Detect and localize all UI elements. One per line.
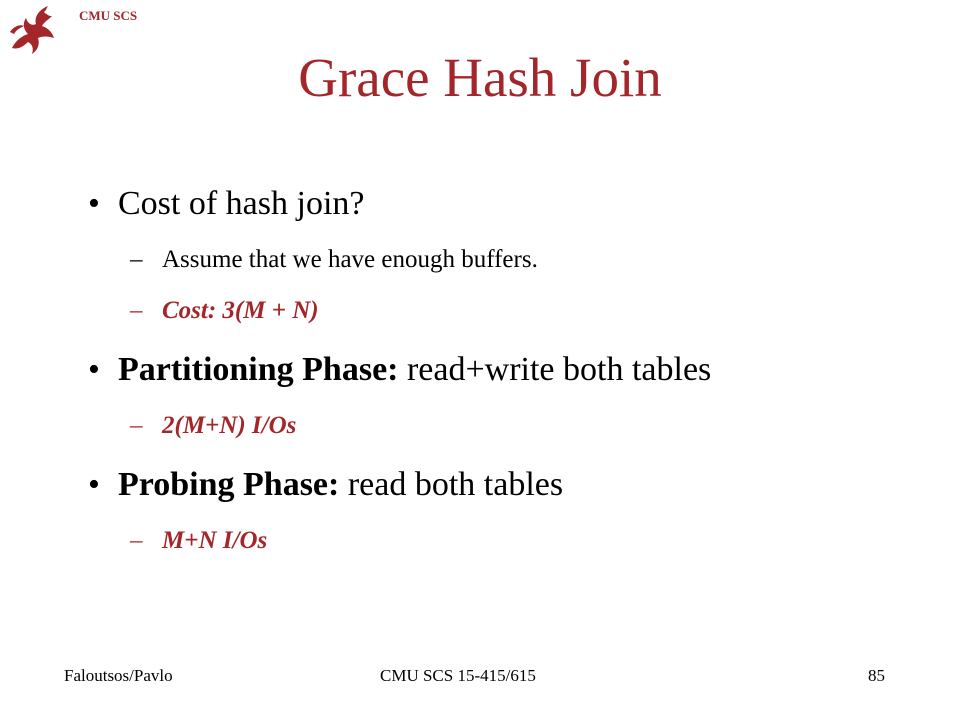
sub-bullet-assume	[130, 246, 538, 274]
footer-page-number: 85	[868, 666, 885, 685]
sub-bullet-probe-io	[130, 527, 267, 555]
bullet-text: Cost of hash join?	[118, 185, 365, 222]
bullet-glyph: •	[88, 466, 100, 503]
bullet-bold-prefix: Probing Phase:	[118, 466, 340, 503]
dash-glyph: –	[130, 246, 143, 273]
org-label: CMU SCS	[79, 8, 138, 23]
sub-bullet-cost-formula	[130, 297, 319, 325]
dash-glyph: –	[130, 412, 143, 439]
bullet-cost	[88, 185, 364, 222]
bullet-probing	[88, 466, 563, 503]
footer-course: CMU SCS 15-415/615	[380, 666, 536, 685]
sub-bullet-text: Assume that we have enough buffers.	[162, 246, 538, 273]
dash-glyph: –	[130, 297, 143, 324]
bullet-partitioning	[88, 351, 711, 388]
bullet-glyph: •	[88, 351, 100, 388]
bullet-text: read both tables	[339, 466, 564, 503]
slide-title: Grace Hash Join	[298, 47, 662, 108]
bullet-bold-prefix: Partitioning Phase:	[118, 351, 399, 388]
dash-glyph: –	[130, 527, 143, 554]
sub-bullet-text: M+N I/Os	[162, 527, 268, 554]
sub-bullet-partition-io	[130, 412, 296, 440]
footer-authors: Faloutsos/Pavlo	[64, 666, 173, 685]
bullet-text: read+write both tables	[398, 351, 712, 388]
bullet-glyph: •	[88, 185, 100, 222]
sub-bullet-text: Cost: 3(M + N)	[162, 297, 319, 324]
sub-bullet-text: 2(M+N) I/Os	[162, 412, 297, 439]
